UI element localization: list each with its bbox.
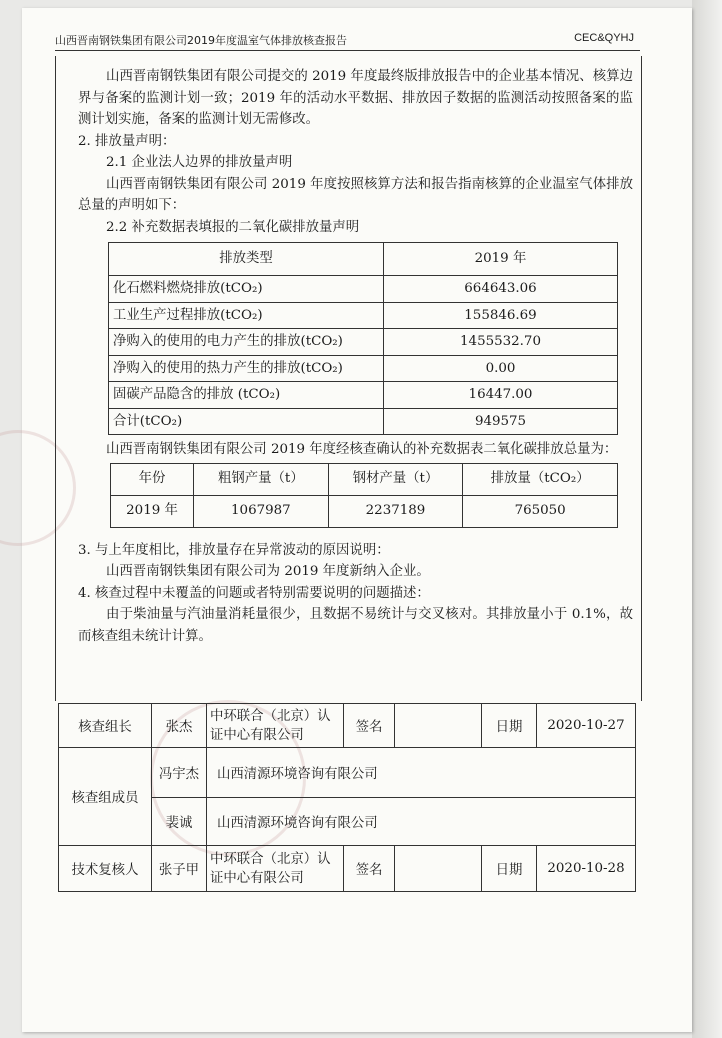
- row-value: 16447.00: [384, 382, 618, 409]
- row-value: 949575: [384, 408, 618, 435]
- paragraph-uncovered-issues: 由于柴油量与汽油量消耗量很少，且数据不易统计与交叉核对。其排放量小于 0.1%，故而核查组未统计计算。: [78, 607, 633, 644]
- table-row: [111, 495, 618, 527]
- table-row: [109, 302, 618, 329]
- table-row: [109, 382, 618, 409]
- name-cell: 裴诚: [152, 798, 207, 846]
- row-label: 工业生产过程排放(tCO₂): [109, 302, 384, 329]
- org-cell: 中环联合（北京）认证中心有限公司: [207, 846, 344, 892]
- section-heading-3: 3. 与上年度相比，排放量存在异常波动的原因说明：: [78, 542, 390, 558]
- section-heading-4: 4. 核查过程中未覆盖的问题或者特别需要说明的问题描述：: [78, 585, 430, 601]
- table-row: [109, 329, 618, 356]
- table-header-row: [111, 463, 618, 495]
- name-cell: 张杰: [152, 704, 207, 748]
- org-cell: 中环联合（北京）认证中心有限公司: [207, 704, 344, 748]
- paragraph-supplementary-total: 山西晋南钢铁集团有限公司 2019 年度经核查确认的补充数据表二氧化碳排放总量为：: [106, 442, 618, 457]
- table-cell: 2019 年: [111, 495, 194, 527]
- table-header-cell: 年份: [111, 463, 194, 495]
- date-value: 2020-10-27: [537, 704, 636, 748]
- header-title: 山西晋南钢铁集团有限公司2019年度温室气体排放核查报告: [55, 34, 347, 47]
- table-row: [59, 846, 636, 892]
- table-row: [59, 704, 636, 748]
- table-header-row: [109, 243, 618, 276]
- table-header-cell: 钢材产量（t）: [328, 463, 463, 495]
- row-value: 664643.06: [384, 276, 618, 303]
- section-heading-2-1: 2.1 企业法人边界的排放量声明: [106, 155, 293, 170]
- header-code: CEC&QYHJ: [574, 32, 634, 44]
- table-header-cell: 排放类型: [109, 243, 384, 276]
- section-heading-2: 2. 排放量声明：: [78, 133, 176, 149]
- table-row: [109, 276, 618, 303]
- name-cell: 张子甲: [152, 846, 207, 892]
- row-label: 净购入的使用的电力产生的排放(tCO₂): [109, 329, 384, 356]
- row-label: 合计(tCO₂): [109, 408, 384, 435]
- row-value: 1455532.70: [384, 329, 618, 356]
- date-label: 日期: [482, 704, 537, 748]
- table-row: [109, 408, 618, 435]
- page-header: [55, 32, 640, 51]
- role-cell: 核查组成员: [59, 748, 152, 846]
- page-edge-shadow: [692, 0, 722, 1038]
- signature-cell: [395, 704, 482, 748]
- section-heading-2-2: 2.2 补充数据表填报的二氧化碳排放量声明: [106, 219, 360, 235]
- production-table: [110, 463, 618, 528]
- date-label: 日期: [482, 846, 537, 892]
- row-value: 0.00: [384, 355, 618, 382]
- paragraph-boundary: 山西晋南钢铁集团有限公司提交的 2019 年度最终版排放报告中的企业基本情况、核算边界与备案的监测计划一致；2019 年的活动水平数据、排放因子数据的监测活动按照备案的监测计划实施，备案的监测计划无需修改。: [78, 69, 633, 127]
- report-content: [78, 66, 633, 647]
- role-cell: 技术复核人: [59, 846, 152, 892]
- table-cell: 2237189: [328, 495, 463, 527]
- table-header-cell: 2019 年: [384, 243, 618, 276]
- row-label: 化石燃料燃烧排放(tCO₂): [109, 276, 384, 303]
- table-header-cell: 排放量（tCO₂）: [463, 463, 618, 495]
- role-cell: 核查组长: [59, 704, 152, 748]
- sign-label: 签名: [344, 704, 395, 748]
- row-value: 155846.69: [384, 302, 618, 329]
- row-label: 净购入的使用的热力产生的排放(tCO₂): [109, 355, 384, 382]
- table-row: [109, 355, 618, 382]
- date-value: 2020-10-28: [537, 846, 636, 892]
- org-cell: 山西清源环境咨询有限公司: [207, 748, 636, 798]
- signoff-table: [58, 703, 636, 892]
- table-header-cell: 粗钢产量（t）: [194, 463, 329, 495]
- paragraph-emission-statement: 山西晋南钢铁集团有限公司 2019 年度按照核算方法和报告指南核算的企业温室气体排放总量的声明如下：: [78, 176, 633, 213]
- name-cell: 冯宇杰: [152, 748, 207, 798]
- paragraph-new-enterprise: 山西晋南钢铁集团有限公司为 2019 年度新纳入企业。: [106, 564, 430, 579]
- table-cell: 1067987: [194, 495, 329, 527]
- table-cell: 765050: [463, 495, 618, 527]
- org-cell: 山西清源环境咨询有限公司: [207, 798, 636, 846]
- sign-label: 签名: [344, 846, 395, 892]
- table-row: [59, 748, 636, 798]
- emission-table: [108, 242, 618, 435]
- row-label: 固碳产品隐含的排放 (tCO₂): [109, 382, 384, 409]
- signature-cell: [395, 846, 482, 892]
